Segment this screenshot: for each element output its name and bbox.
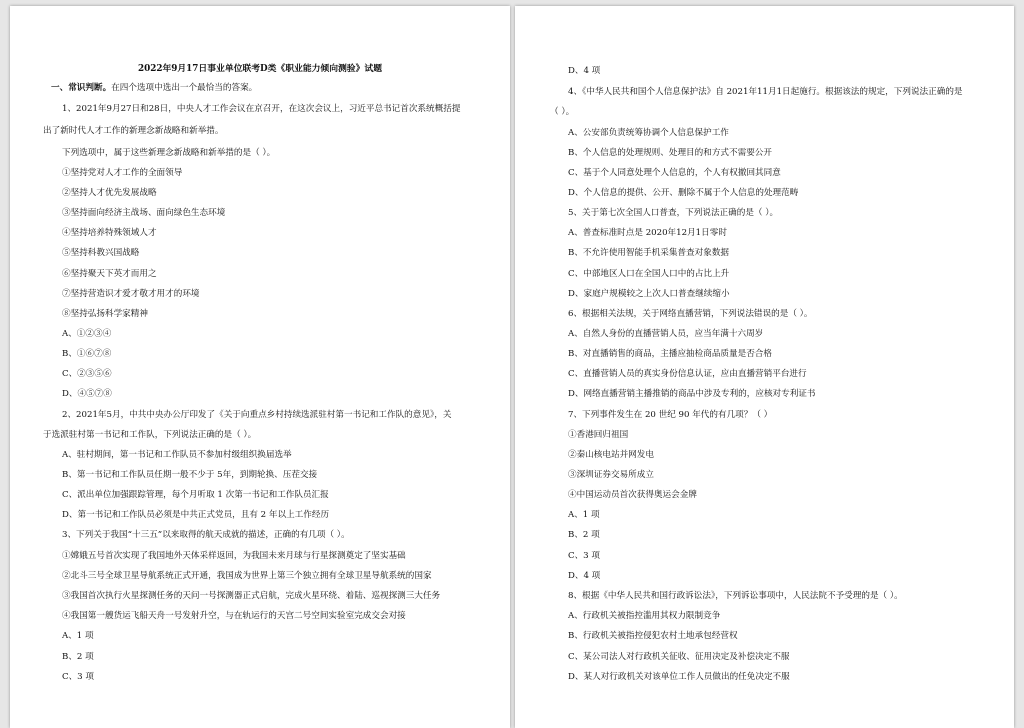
answer-option: A、公安部负责统筹协调个人信息保护工作: [568, 128, 729, 138]
text-line: 2、2021年5月，中共中央办公厅印发了《关于向重点乡村持续选派驻村第一书记和工作队的意见》，关: [62, 410, 452, 420]
answer-option: C、中部地区人口在全国人口中的占比上升: [568, 269, 730, 279]
page-1: [10, 6, 510, 728]
answer-option: B、行政机关被指控侵犯农村土地承包经营权: [568, 631, 738, 641]
section-heading: [51, 83, 257, 94]
option-line: ②秦山核电站并网发电: [568, 450, 654, 460]
option-line: ③深圳证券交易所成立: [568, 470, 654, 480]
answer-option: B、不允许使用智能手机采集普查对象数据: [568, 248, 730, 258]
option-line: ⑥坚持聚天下英才而用之: [62, 269, 157, 279]
page-2: [515, 6, 1014, 728]
answer-option: D、第一书记和工作队员必须是中共正式党员，且有 2 年以上工作经历: [62, 510, 330, 520]
text-line: 7、下列事件发生在 20 世纪 90 年代的有几项？（ ）: [568, 410, 773, 420]
answer-option: D、④⑤⑦⑧: [62, 389, 112, 399]
option-line: ⑧坚持弘扬科学家精神: [62, 309, 148, 319]
option-line: ④坚持培养特殊领域人才: [62, 228, 157, 238]
answer-option: A、行政机关被指控滥用其权力限制竞争: [568, 611, 721, 621]
answer-option: A、驻村期间，第一书记和工作队员不参加村级组织换届选举: [62, 450, 292, 460]
section-heading-label: 一、常识判断。: [51, 83, 112, 93]
text-line: 出了新时代人才工作的新理念新战略和新举措。: [43, 126, 224, 136]
text-line: 6、根据相关法规，关于网络直播营销，下列说法错误的是（ ）。: [568, 309, 813, 319]
answer-option: A、①②③④: [62, 329, 112, 339]
answer-option: B、对直播销售的商品，主播应抽检商品质量是否合格: [568, 349, 772, 359]
answer-option: B、个人信息的处理规则、处理目的和方式不需要公开: [568, 148, 772, 158]
option-line: ①香港回归祖国: [568, 430, 629, 440]
answer-option: D、网络直播营销主播推销的商品中涉及专利的，应核对专利证书: [568, 389, 816, 399]
option-line: ②北斗三号全球卫星导航系统正式开通，我国成为世界上第三个独立拥有全球卫星导航系统的国家: [62, 571, 432, 581]
answer-option: B、2 项: [568, 530, 600, 540]
text-line: 5、关于第七次全国人口普查，下列说法正确的是（ ）。: [568, 208, 779, 218]
option-line: ⑦坚持营造识才爱才敬才用才的环境: [62, 289, 200, 299]
answer-option: A、自然人身份的直播营销人员，应当年满十六周岁: [568, 329, 764, 339]
answer-option: B、①⑥⑦⑧: [62, 349, 112, 359]
answer-option: B、2 项: [62, 652, 94, 662]
answer-option: C、3 项: [568, 551, 600, 561]
option-line: ④我国第一艘货运飞船天舟一号发射升空，与在轨运行的天宫二号空间实验室完成交会对接: [62, 611, 406, 621]
text-line: 下列选项中，属于这些新理念新战略和新举措的是（ ）。: [62, 148, 276, 158]
text-line: 1、2021年9月27日和28日，中央人才工作会议在京召开，在这次会议上，习近平总书记首次系统概括提: [62, 104, 461, 114]
answer-option: C、3 项: [62, 672, 94, 682]
text-line: 4、《中华人民共和国个人信息保护法》自 2021年11月1日起施行。根据该法的规定，下列说法正确的是: [568, 87, 963, 97]
text-line: 3、下列关于我国“十三五”以来取得的航天成就的描述，正确的有几项（ ）。: [62, 530, 350, 540]
text-line: 于选派驻村第一书记和工作队，下列说法正确的是（ ）。: [43, 430, 257, 440]
answer-option: C、②③⑤⑥: [62, 369, 112, 379]
answer-option: C、直播营销人员的真实身份信息认证，应由直播营销平台进行: [568, 369, 807, 379]
text-line: 8、根据《中华人民共和国行政诉讼法》，下列诉讼事项中，人民法院不予受理的是（ ）。: [568, 591, 903, 601]
answer-option: A、1 项: [568, 510, 600, 520]
answer-option: D、个人信息的提供、公开、删除不属于个人信息的处理范畴: [568, 188, 799, 198]
answer-option: D、4 项: [568, 571, 601, 581]
option-line: ①坚持党对人才工作的全面领导: [62, 168, 183, 178]
answer-option: D、4 项: [568, 66, 601, 76]
document-title: 2022年9月17日事业单位联考D类《职业能力倾向测验》试题: [137, 64, 382, 74]
answer-option: A、普查标准时点是 2020年12月1日零时: [568, 228, 727, 238]
answer-option: C、派出单位加强跟踪管理，每个月听取 1 次第一书记和工作队员汇报: [62, 490, 329, 500]
text-line: （ ）。: [550, 107, 575, 117]
section-heading-instruction: 在四个选项中选出一个最恰当的答案。: [111, 83, 258, 93]
answer-option: C、某公司法人对行政机关征收、征用决定及补偿决定不服: [568, 652, 790, 662]
option-line: ③我国首次执行火星探测任务的天问一号探测器正式启航，完成火星环绕、着陆、巡视探测三大任务: [62, 591, 441, 601]
option-line: ⑤坚持科教兴国战略: [62, 248, 140, 258]
option-line: ①嫦娥五号首次实现了我国地外天体采样返回，为我国未来月球与行星探测奠定了坚实基础: [62, 551, 406, 561]
answer-option: D、家庭户规模较之上次人口普查继续缩小: [568, 289, 730, 299]
answer-option: D、某人对行政机关对该单位工作人员做出的任免决定不服: [568, 672, 790, 682]
answer-option: A、1 项: [62, 631, 94, 641]
option-line: ④中国运动员首次获得奥运会金牌: [568, 490, 697, 500]
answer-option: B、第一书记和工作队员任期一般不少于 5年，到期轮换、压茬交接: [62, 470, 318, 480]
answer-option: C、基于个人同意处理个人信息的，个人有权撤回其同意: [568, 168, 781, 178]
option-line: ③坚持面向经济主战场、面向绿色生态环境: [62, 208, 226, 218]
option-line: ②坚持人才优先发展战略: [62, 188, 157, 198]
